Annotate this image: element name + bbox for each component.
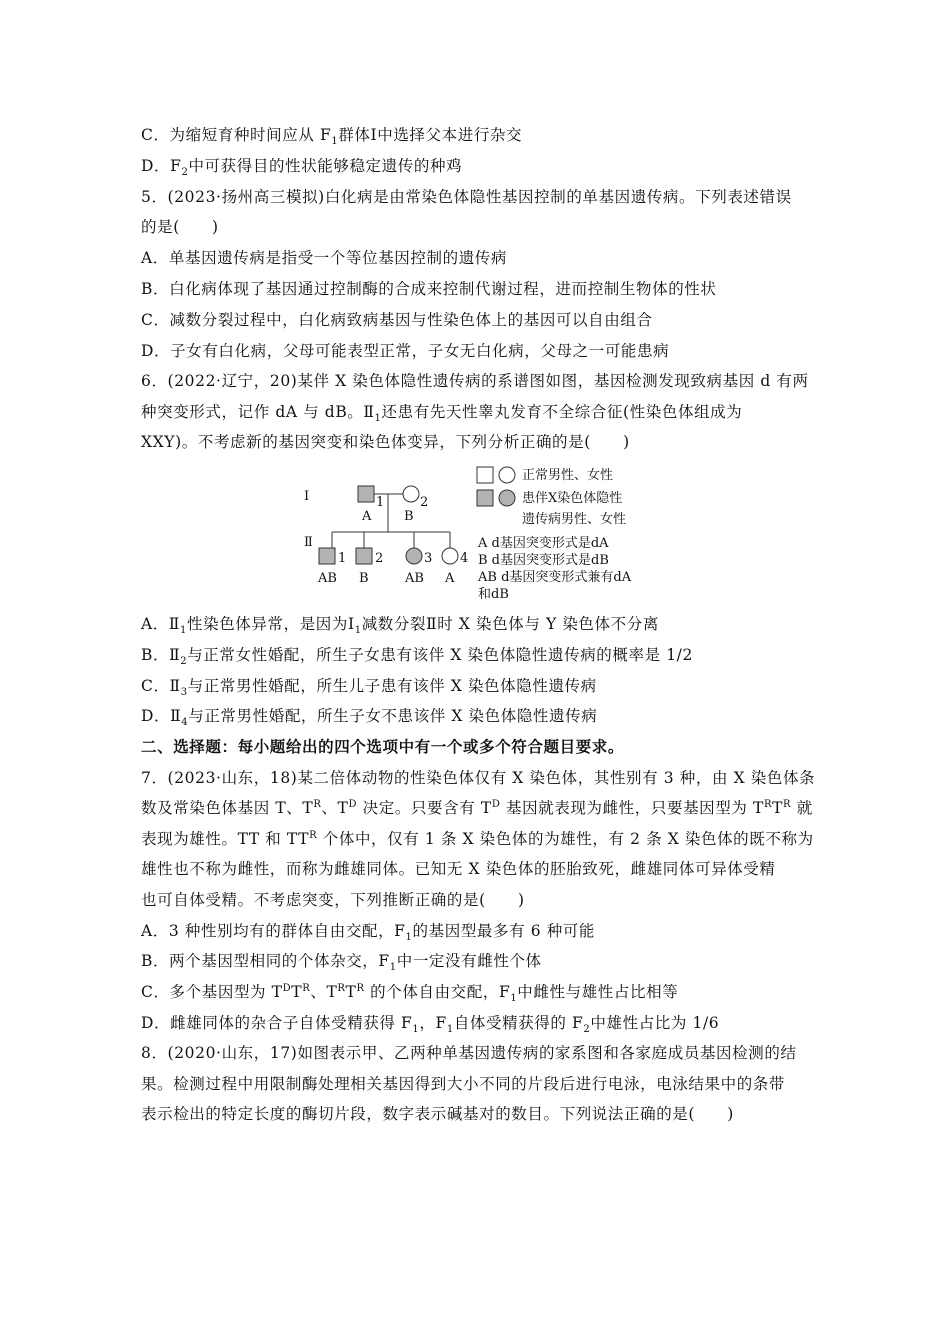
pedigree-ii1-number: 1: [338, 551, 347, 566]
q7-stem-line5: 也可自体受精。不考虑突变，下列推断正确的是( ): [141, 891, 525, 909]
pedigree-ii3-number: 3: [424, 551, 433, 566]
q6-option-b: B．$Ⅱ_2$与正常女性婚配，所生子女患有该伴 X 染色体隐性遗传病的概率是 1/2: [141, 646, 693, 668]
q7-option-a: A．3 种性别均有的群体自由交配，$F_1$的基因型最多有 6 种可能: [141, 922, 596, 944]
legend-affected-label-2: 遗传病男性、女性: [522, 512, 627, 527]
q7-stem-line1: 7．(2023·山东，18)某二倍体动物的性染色体仅有 X 染色体，其性别有 3 种，由 X 染色体条: [141, 769, 816, 787]
legend-affected-male-symbol: [477, 490, 493, 506]
pedigree-ii4-normal-female: [442, 548, 458, 564]
pedigree-i2-genotype: B: [404, 509, 414, 524]
pedigree-ii2-number: 2: [375, 551, 384, 566]
pedigree-ii1-genotype: AB: [318, 571, 337, 586]
pedigree-ii4-number: 4: [460, 551, 469, 566]
legend-normal-female-symbol: [499, 467, 515, 483]
q5-option-c: C．减数分裂过程中，白化病致病基因与性染色体上的基因可以自由组合: [141, 311, 653, 329]
q8-stem-line1: 8．(2020·山东，17)如图表示甲、乙两种单基因遗传病的家系图和各家庭成员基因检测的结: [141, 1044, 797, 1062]
legend-affected-female-symbol: [499, 490, 515, 506]
q7-stem-line4: 雄性也不称为雌性，而称为雌雄同体。已知无 X 染色体的胚胎致死，雌雄同体可异体受精: [141, 860, 776, 878]
q7-stem-line3: 表现为雄性。TT 和 $TT^R$ 个体中，仅有 1 条 X 染色体的为雄性，有 2 条 X 染色体的既不称为: [141, 829, 814, 848]
legend-normal-label: 正常男性、女性: [522, 468, 614, 483]
pedigree-ii3-genotype: AB: [405, 571, 424, 586]
pedigree-ii4-genotype: A: [445, 571, 455, 586]
pedigree-ii3-affected-female: [406, 548, 422, 564]
pedigree-i1-affected-male: [358, 486, 374, 502]
legend-ab-label-1: AB d基因突变形式兼有dA: [478, 570, 632, 585]
q7-stem-line2: 数及常染色体基因 T、$T^R$、$T^D$ 决定。只要含有 $T^D$ 基因就表现为雌性，只要基因型为 $T^RT^R$ 就: [141, 798, 813, 817]
q4-option-c: C．为缩短育种时间应从 $F_1$群体Ⅰ中选择父本进行杂交: [141, 126, 523, 148]
pedigree-ii1-affected-male: [319, 548, 335, 564]
legend-a-label: A d基因突变形式是dA: [478, 536, 609, 551]
q8-stem-line2: 果。检测过程中用限制酶处理相关基因得到大小不同的片段后进行电泳，电泳结果中的条带: [141, 1075, 786, 1093]
q5-stem-line1: 5．(2023·扬州高三模拟)白化病是由常染色体隐性基因控制的单基因遗传病。下列表述错误: [141, 188, 792, 206]
legend-b-label: B d基因突变形式是dB: [478, 553, 609, 568]
pedigree-gen1-label: Ⅰ: [304, 489, 310, 504]
pedigree-i1-number: 1: [376, 495, 385, 510]
q5-option-d: D．子女有白化病，父母可能表型正常，子女无白化病，父母之一可能患病: [141, 342, 670, 360]
pedigree-figure: [296, 462, 666, 607]
q6-stem-line2: 种突变形式，记作 dA 与 dB。$Ⅱ_1$还患有先天性睾丸发育不全综合征(性染色体组成为: [141, 403, 743, 425]
pedigree-i1-genotype: A: [362, 509, 372, 524]
q6-stem-line3: XXY)。不考虑新的基因突变和染色体变异，下列分析正确的是( ): [141, 433, 630, 451]
q5-stem-line2: 的是( ): [141, 218, 219, 236]
q8-stem-line3: 表示检出的特定长度的酶切片段，数字表示碱基对的数目。下列说法正确的是( ): [141, 1105, 734, 1123]
q5-option-a: A．单基因遗传病是指受一个等位基因控制的遗传病: [141, 249, 507, 267]
legend-normal-male-symbol: [477, 467, 493, 483]
pedigree-ii2-affected-male: [356, 548, 372, 564]
q7-option-c: C．多个基因型为 $T^DT^R$、$T^RT^R$ 的个体自由交配，$F_1$中雌性与雄性占比相等: [141, 982, 679, 1005]
q6-option-c: C．$Ⅱ_3$与正常男性婚配，所生儿子患有该伴 X 染色体隐性遗传病: [141, 677, 597, 699]
q7-option-d: D．雌雄同体的杂合子自体受精获得 $F_1$，$F_1$自体受精获得的 $F_2$中雄性占比为 1/6: [141, 1014, 720, 1036]
q6-option-a: A．$Ⅱ_1$性染色体异常，是因为$Ⅰ_1$减数分裂Ⅱ时 X 染色体与 Y 染色体不分离: [141, 615, 659, 637]
q6-stem-line1: 6．(2022·辽宁，20)某伴 X 染色体隐性遗传病的系谱图如图，基因检测发现致病基因 d 有两: [141, 372, 809, 390]
legend-affected-label-1: 患伴X染色体隐性: [522, 491, 623, 506]
q4-option-d: D．$F_2$中可获得目的性状能够稳定遗传的种鸡: [141, 157, 463, 179]
pedigree-ii2-genotype: B: [359, 571, 369, 586]
pedigree-gen2-label: Ⅱ: [304, 535, 313, 550]
legend-ab-label-2: 和dB: [478, 587, 509, 602]
pedigree-i2-number: 2: [420, 495, 429, 510]
pedigree-i2-normal-female: [403, 486, 419, 502]
q5-option-b: B．白化病体现了基因通过控制酶的合成来控制代谢过程，进而控制生物体的性状: [141, 280, 717, 298]
q6-option-d: D．$Ⅱ_4$与正常男性婚配，所生子女不患该伴 X 染色体隐性遗传病: [141, 707, 598, 729]
q7-option-b: B．两个基因型相同的个体杂交，$F_1$中一定没有雌性个体: [141, 952, 542, 974]
section-heading: 二、选择题：每小题给出的四个选项中有一个或多个符合题目要求。: [141, 737, 625, 756]
